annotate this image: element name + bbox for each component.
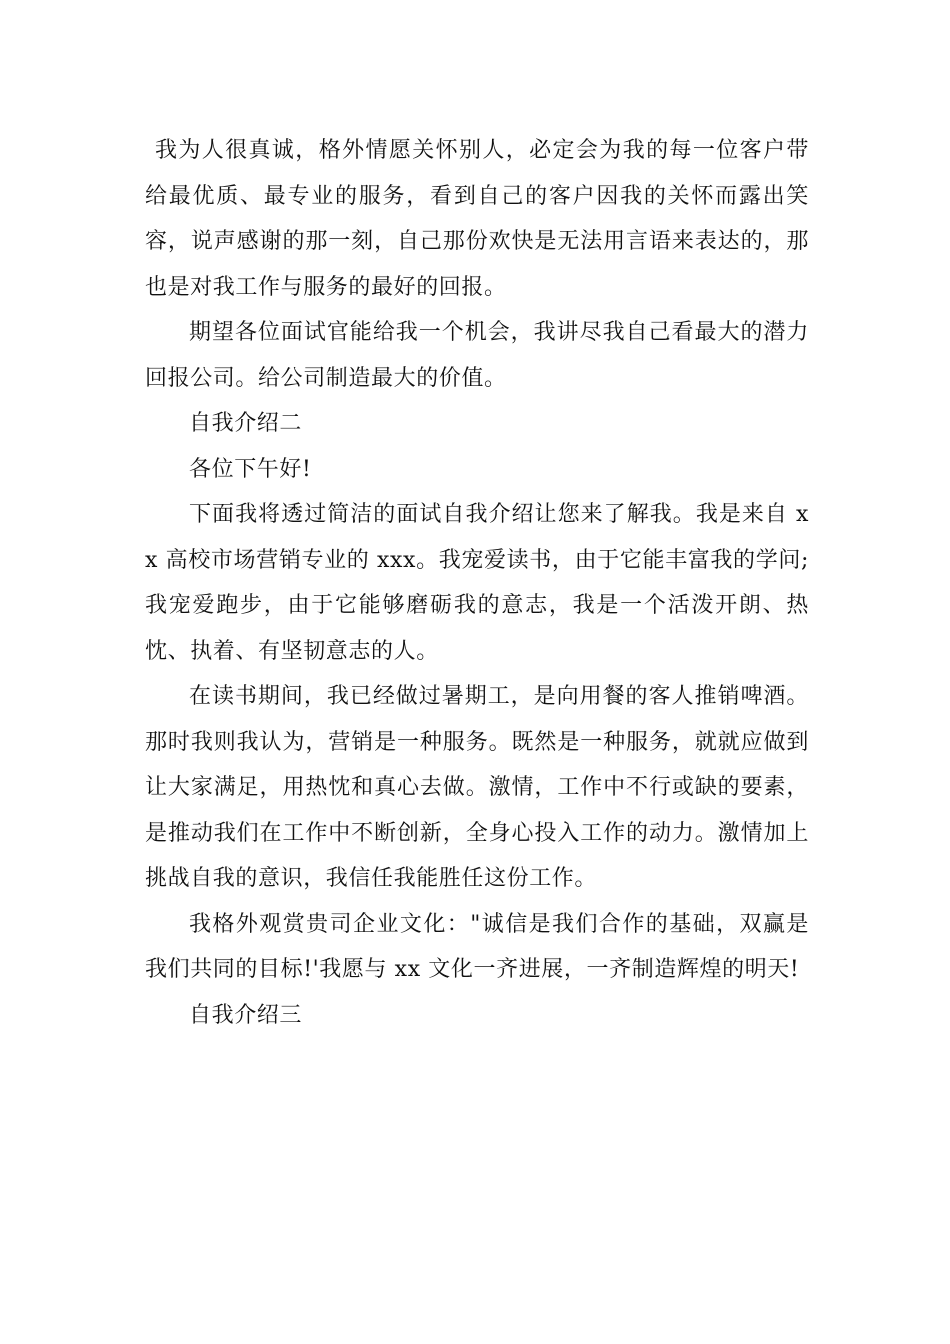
paragraph-3: 下面我将透过简洁的面试自我介绍让您来了解我。我是来自 xx 高校市场营销专业的 xxx。我宠爱读书，由于它能丰富我的学问;我宠爱跑步，由于它能够磨砺我的意志，我是一个活泼开朗、热忱、执着、有坚韧意志的人。: [145, 502, 809, 664]
paragraph-1: 我为人很真诚，格外情愿关怀别人，必定会为我的每一位客户带给最优质、最专业的服务，看到自己的客户因我的关怀而露出笑容，说声感谢的那一刻，自己那份欢快是无法用言语来表达的，那也是对我工作与服务的最好的回报。: [145, 138, 809, 300]
paragraph-2: 期望各位面试官能给我一个机会，我讲尽我自己看最大的潜力回报公司。给公司制造最大的价值。: [145, 320, 809, 391]
section-heading-3: 自我介绍三: [189, 1002, 303, 1028]
paragraph-5: 我格外观赏贵司企业文化："诚信是我们合作的基础，双赢是我们共同的目标!'我愿与 xx 文化一齐进展，一齐制造辉煌的明天!: [145, 911, 809, 982]
section-heading-2: 自我介绍二: [189, 411, 303, 436]
paragraph-4: 在读书期间，我已经做过暑期工，是向用餐的客人推销啤酒。那时我则我认为，营销是一种服务。既然是一种服务，就就应做到让大家满足，用热忱和真心去做。激情，工作中不行或缺的要素，是推动我们在工作中不断创新，全身心投入工作的动力。激情加上挑战自我的意识，我信任我能胜任这份工作。: [145, 684, 809, 891]
document-body: [145, 128, 809, 1038]
greeting: 各位下午好!: [189, 456, 312, 482]
